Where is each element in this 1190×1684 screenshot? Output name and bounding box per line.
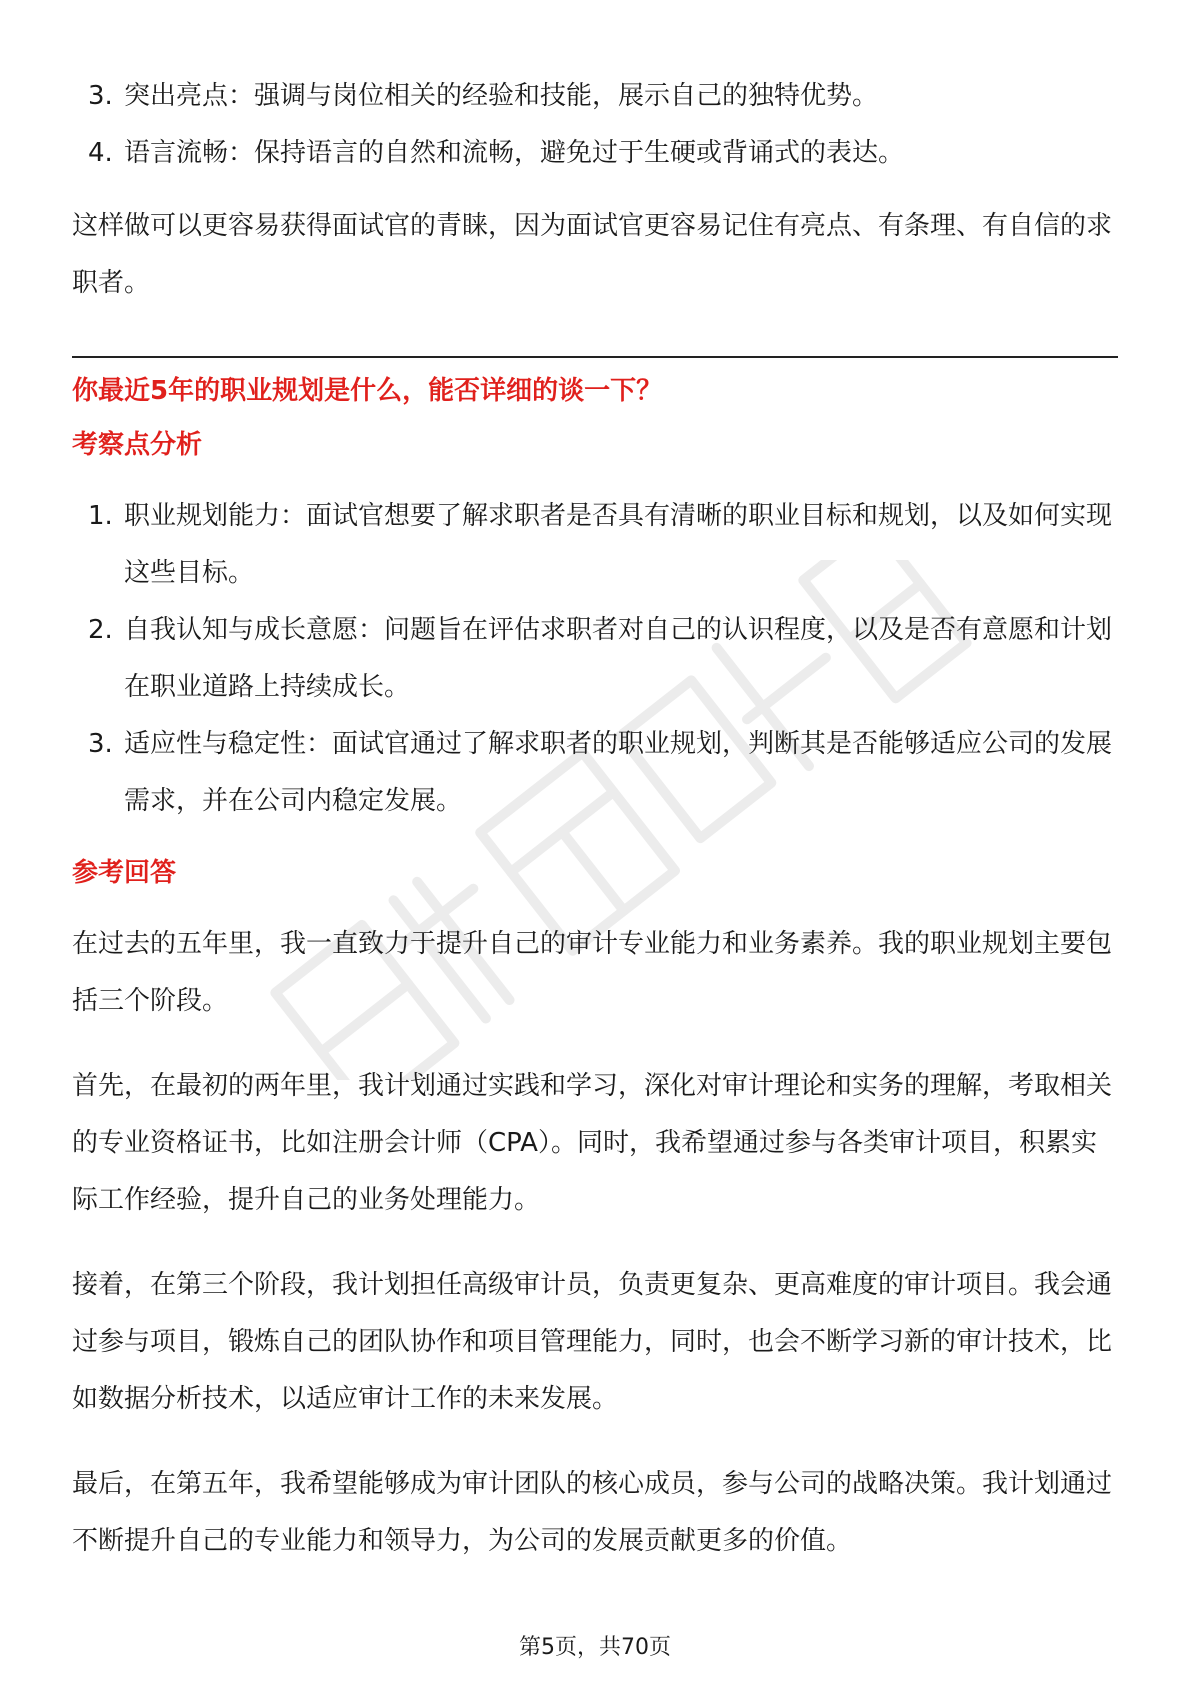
list-number: 1. xyxy=(88,501,113,531)
list-number: 2. xyxy=(88,615,113,645)
answer-paragraph: 在过去的五年里，我一直致力于提升自己的审计专业能力和业务素养。我的职业规划主要包括三个阶段。 xyxy=(72,929,1113,1016)
analysis-numbered-list xyxy=(72,488,1118,830)
list-item xyxy=(72,716,1118,830)
answer-heading: 参考回答 xyxy=(72,858,177,888)
answer-paragraph: 最后，在第五年，我希望能够成为审计团队的核心成员，参与公司的战略决策。我计划通过不断提升自己的专业能力和领导力，为公司的发展贡献更多的价值。 xyxy=(72,1469,1113,1556)
list-text: 突出亮点：强调与岗位相关的经验和技能，展示自己的独特优势。 xyxy=(124,81,879,111)
list-number: 3. xyxy=(88,81,113,111)
list-text: 职业规划能力：面试官想要了解求职者是否具有清晰的职业目标和规划，以及如何实现这些目标。 xyxy=(124,501,1113,588)
analysis-heading: 考察点分析 xyxy=(72,430,203,460)
answer-paragraph: 首先，在最初的两年里，我计划通过实践和学习，深化对审计理论和实务的理解，考取相关的专业资格证书，比如注册会计师（CPA）。同时，我希望通过参与各类审计项目，积累实际工作经验，提升自己的业务处理能力。 xyxy=(72,1071,1113,1215)
list-item xyxy=(72,125,1118,182)
list-number: 4. xyxy=(88,138,113,168)
list-item xyxy=(72,68,1118,125)
list-item xyxy=(72,488,1118,602)
conclusion-paragraph: 这样做可以更容易获得面试官的青睐，因为面试官更容易记住有亮点、有条理、有自信的求职者。 xyxy=(72,211,1113,298)
list-text: 适应性与稳定性：面试官通过了解求职者的职业规划，判断其是否能够适应公司的发展需求，并在公司内稳定发展。 xyxy=(124,729,1113,816)
top-numbered-list xyxy=(72,68,1118,182)
page-footer: 第5页，共70页 xyxy=(519,1635,671,1660)
list-number: 3. xyxy=(88,729,113,759)
list-text: 自我认知与成长意愿：问题旨在评估求职者对自己的认识程度，以及是否有意愿和计划在职业道路上持续成长。 xyxy=(124,615,1113,702)
answer-paragraph: 接着，在第三个阶段，我计划担任高级审计员，负责更复杂、更高难度的审计项目。我会通过参与项目，锻炼自己的团队协作和项目管理能力，同时，也会不断学习新的审计技术，比如数据分析技术，以适应审计工作的未来发展。 xyxy=(72,1270,1113,1414)
question-heading: 你最近5年的职业规划是什么，能否详细的谈一下？ xyxy=(72,376,663,406)
page-content xyxy=(72,68,1118,1570)
list-text: 语言流畅：保持语言的自然和流畅，避免过于生硬或背诵式的表达。 xyxy=(124,138,905,168)
list-item xyxy=(72,602,1118,716)
